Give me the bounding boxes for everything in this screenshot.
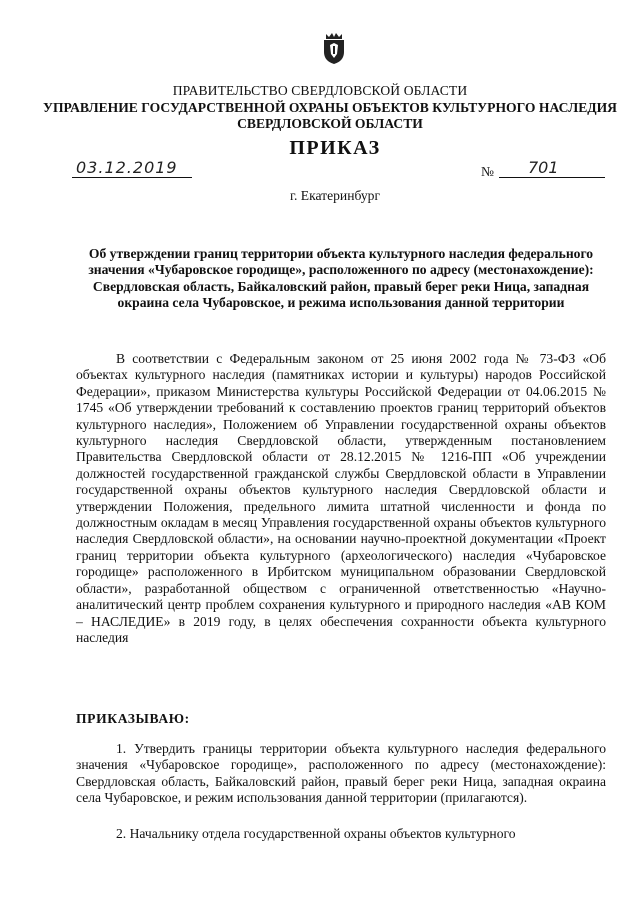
number-label: №: [481, 164, 494, 179]
document-subject: Об утверждении границ территории объекта культурного наследия федерального значения «Чубаровское городище», расположенного по адресу (местонахождение): Свердловская область, Байкаловский район, правый берег реки Ница, западная окраина села Чубаровское, и режима использования данной территории: [88, 246, 594, 311]
document-number: 701: [528, 158, 559, 177]
document-title: ПРИКАЗ: [289, 137, 381, 159]
document-city: г. Екатеринбург: [289, 188, 381, 203]
date-underline: [72, 177, 192, 178]
document-date: 03.12.2019: [76, 158, 178, 177]
number-underline: [499, 177, 605, 178]
order-item-2: 2. Начальнику отдела государственной охраны объектов культурного: [116, 826, 516, 841]
order-item-1: 1. Утвердить границы территории объекта культурного наследия федерального значения «Чубаровское городище», расположенного по адресу (местонахождение): Свердловская область, Байкаловский район, правый берег реки Ница, западная окраина села Чубаровское, и режим использования данной территории (прилагаются).: [76, 741, 606, 806]
order-heading: ПРИКАЗЫВАЮ:: [76, 711, 190, 726]
department-name: УПРАВЛЕНИЕ ГОСУДАРСТВЕННОЙ ОХРАНЫ ОБЪЕКТОВ КУЛЬТУРНОГО НАСЛЕДИЯ СВЕРДЛОВСКОЙ ОБЛАСТИ: [42, 100, 618, 131]
government-name: ПРАВИТЕЛЬСТВО СВЕРДЛОВСКОЙ ОБЛАСТИ: [172, 83, 468, 98]
preamble-paragraph: В соответствии с Федеральным законом от 25 июня 2002 года № 73-ФЗ «Об объектах культурного наследия (памятниках истории и культуры) народов Российской Федерации», приказом Министерства культуры Российской Федерации от 04.06.2015 № 1745 «Об утверждении требований к составлению проектов границ территорий объектов культурного наследия», Положением об Управлении государственной охраны объектов культурного наследия Свердловской области, утвержденным постановлением Правительства Свердловской области от 28.12.2015 № 1216-ПП «Об учреждении должностей государственной гражданской службы Свердловской области в Управлении государственной охраны объектов культурного наследия Свердловской области и утверждении Положения, предельного лимита штатной численности и фонда по должностным окладам в месяц Управления государственной охраны объектов культурного наследия Свердловской области», на основании научно-проектной документации «Проект границ территории объекта культурного (археологического) наследия «Чубаровское городище» расположенного в Ирбитском муниципальном образовании Свердловской области», разработанной обществом с ограниченной ответственностью «Научно-аналитический центр проблем сохранения культурного и природного наследия «АВ КОМ – НАСЛЕДИЕ» в 2019 году, в целях обеспечения сохранности объекта культурного наследия: [76, 351, 606, 645]
sverdlovsk-coat-of-arms-icon: [322, 32, 346, 65]
